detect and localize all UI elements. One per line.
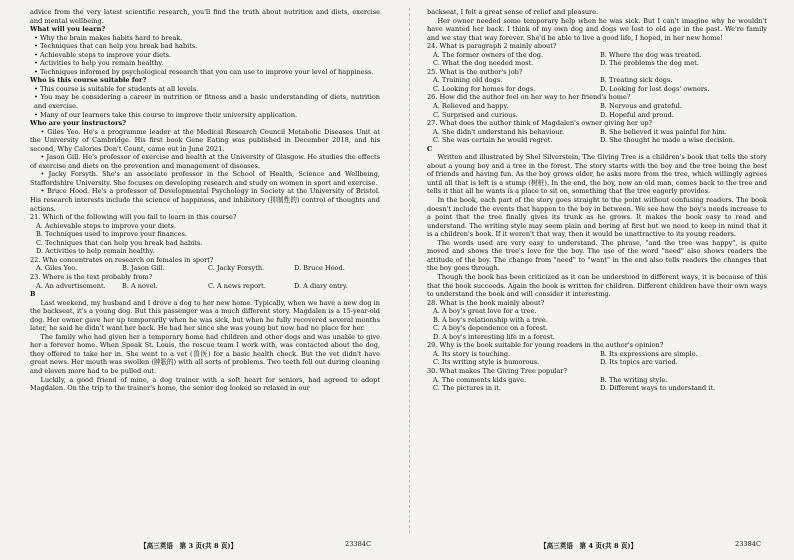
instructor-bruce: • Bruce Hood. He's a professor of Developmental Psychology in Society at the University of Bristol. His research interests include the science of happiness, and inhibitory (抑制性的) control of thoughts and actions. [30, 187, 380, 213]
options-row [427, 128, 767, 137]
options-row [427, 136, 767, 145]
option: C. Looking for homes for dogs. [433, 84, 536, 93]
option: A. She didn't understand his behaviour. [433, 127, 565, 136]
page-footer-right: 【高三英语 第 4 页(共 8 页)】 [540, 542, 638, 550]
passage-b-paragraph: Luckily, a good friend of mine, a dog trainer with a soft heart for seniors, had agreed to adopt Magdalen. On the trip to the trainer's home, the senior dog looked so relaxed in our [30, 375, 380, 393]
section-c-heading: C [427, 144, 433, 153]
options-row [30, 264, 380, 273]
option: B. Its expressions are simple. [600, 349, 698, 358]
option: D. Looking for lost dogs' owners. [600, 84, 710, 93]
options-row [427, 85, 767, 94]
option: B. Jason Gill. [122, 264, 165, 273]
question-28: 28. What is the book mainly about? [427, 298, 545, 307]
suitable-item: • You may be considering a career in nutrition or fitness and a basic understanding of diets, nutrition and exercise. [34, 93, 380, 111]
option: C. Its writing style is humorous. [433, 358, 540, 367]
option: A. Relieved and happy. [433, 102, 509, 111]
options-row [30, 282, 380, 291]
option: D. Bruce Hood. [294, 264, 345, 273]
option: B. The writing style. [600, 375, 668, 384]
question-30: 30. What makes The Giving Tree popular? [427, 366, 568, 375]
option: B. She believed it was painful for him. [600, 127, 727, 136]
learn-item: • Why the brain makes habits hard to break. [34, 33, 183, 42]
intro-paragraph: advice from the very latest scientific research, you'll find the truth about nutrition and diets, exercise and mental wellbeing. [30, 8, 380, 25]
option: C. A news report. [208, 281, 266, 290]
option: C. The pictures in it. [433, 384, 501, 393]
option: C. A boy's dependence on a forest. [433, 324, 548, 333]
left-column [30, 8, 380, 393]
option: C. Surprised and curious. [433, 110, 518, 119]
instructor-giles: • Giles Yeo. He's a programme leader at the Medical Research Council Metabolic Diseases Unit at the University of Cambridge. His first book Gene Eating was published in December 2018, and his second, Why Calories Don't Count, came out in June 2021. [30, 127, 380, 153]
options-row [427, 76, 767, 85]
page-footer-left: 【高三英语 第 3 页(共 8 页)】 [140, 542, 238, 550]
question-25: 25. What is the author's job? [427, 67, 523, 76]
options-row [427, 350, 767, 359]
option: D. A boy's interesting life in a forest. [433, 332, 555, 341]
option: D. Its topics are varied. [600, 358, 678, 367]
learn-item: • Achievable steps to improve your diets. [34, 50, 172, 59]
question-29: 29. Why is the book suitable for young readers in the author's opinion? [427, 341, 664, 350]
option: A. The former owners of the dog. [433, 50, 544, 59]
suitable-item: • Many of our learners take this course to improve their university application. [34, 110, 298, 119]
passage-b-paragraph: Last weekend, my husband and I drove a dog to her new home. Typically, when we have a new dog in the backseat, it's a young dog. But this passenger was a much different story. Magdalen is a 15-year-old dog. Her owner gave her up temporarily when he was sick, but when he fully recovered several months later, he said he didn't want her back. He had her since she was young but now had no place for her. [30, 298, 380, 333]
page-code-left: 23384C [345, 540, 372, 548]
option: D. Different ways to understand it. [600, 384, 716, 393]
option: C. What the dog needed most. [433, 59, 534, 68]
options-row [427, 358, 767, 367]
learn-item: • Activities to help you remain healthy. [34, 59, 164, 68]
instructor-jason: • Jason Gill. He's professor of exercise and health at the University of Glasgow. He studies the effects of exercise and diets on the prevention and management of diseases. [30, 153, 380, 170]
options-row [427, 384, 767, 393]
options-row [427, 111, 767, 120]
option: C. She was certain he would regret. [433, 136, 553, 145]
option: C. Jacky Forsyth. [208, 264, 265, 273]
option: B. A novel. [122, 281, 158, 290]
option: A. Its story is touching. [433, 349, 511, 358]
learn-item: • Techniques informed by psychological research that you can use to improve your level of happiness. [34, 67, 374, 76]
option: B. A boy's relationship with a tree. [433, 315, 548, 324]
learn-heading: What will you learn? [30, 25, 106, 34]
passage-b-paragraph: backseat, I felt a great sense of relief and pleasure. [427, 8, 599, 16]
option: D. Hopeful and proud. [600, 110, 674, 119]
option: A. Training old dogs. [433, 76, 503, 85]
right-column [427, 8, 767, 393]
passage-c-paragraph: The words used are very easy to understand. The phrase, "and the tree was happy", is quite moved and shows the tree's love for the boy. The use of the word "need" also shows readers the attitude of the boy. The change from "need" to "want" in the end also tells readers the changes that the boy goes through. [427, 238, 767, 273]
passage-c-paragraph: Written and illustrated by Shel Silverstein, The Giving Tree is a children's book that tells the story about a young boy and a tree in the forest. The story starts with the boy and the tree being the best of friends and having fun. As the boy grows older, he asks more from the tree, which willingly agrees until all that is left is a stump (树桩). In the end, the boy, now an old man, comes back to the tree and tells it that all he wants is a place to sit on, something that the tree eagerly provides. [427, 153, 767, 196]
passage-b-paragraph: Her owner needed some temporary help when he was sick. But I can't imagine why he wouldn't have wanted her back. I think of my own dog and dogs we lost to old age in the past. We're family and we stay that way forever. She'd be able to live a good life, I hoped, in her new home! [427, 16, 767, 42]
passage-c-paragraph: In the book, each part of the story goes straight to the point without confusing readers. The book doesn't include the events that happen to the boy in between. We see how the boy's needs increase to a point that the tree finally gives its trunk as he grows. It makes the book easy to read and understand. The writing style may seem plain and boring at first but we need to keep in mind that it is a children's book. If it weren't that way, then it would be unattractive to its young readers. [427, 196, 767, 239]
option: A. A boy's great love for a tree. [433, 307, 537, 316]
option: B. Treating sick dogs. [600, 76, 673, 85]
suitable-item: • This course is suitable for students at all levels. [34, 84, 199, 93]
instructors-heading: Who are your instructors? [30, 119, 127, 128]
options-row [427, 51, 767, 60]
option: A. An advertisement. [36, 281, 106, 290]
option: D. Activities to help remain healthy. [36, 247, 155, 256]
option: A. The comments kids gave. [433, 375, 527, 384]
question-21: 21. Which of the following will you fail to learn in this course? [30, 213, 237, 222]
question-26: 26. How did the author feel on her way to her friend's home? [427, 93, 631, 102]
options-row [427, 376, 767, 385]
question-24: 24. What is paragraph 2 mainly about? [427, 42, 557, 51]
options-row [427, 59, 767, 68]
passage-b-paragraph: The family who had given her a temporary home had children and other dogs and was unable to give her a forever home. When Speak St. Louis, the rescue team I work with, was contacted about the dog, they offered to take her in. She went to a vet (兽医) for a basic health check. But the vet didn't have great news. Her mouth was swollen (肿胀的) with all sorts of problems. Two teeth fell out during cleaning and eleven more had to be pulled out. [30, 332, 380, 375]
option: D. She thought he made a wise decision. [600, 136, 735, 145]
option: D. The problems the dog met. [600, 59, 699, 68]
section-b-heading: B [30, 290, 36, 299]
page-code-right: 23384C [735, 540, 762, 548]
option: C. Techniques that can help you break bad habits. [36, 238, 203, 247]
instructor-jacky: • Jacky Forsyth. She's an associate professor in the School of Health, Science and Wellbeing, Staffordshire University. She focuses on developing research and study on women in sport and exercise. [30, 170, 380, 187]
learn-item: • Techniques that can help you break bad habits. [34, 42, 198, 51]
option: B. Where the dog was treated. [600, 50, 702, 59]
suitable-heading: Who is this course suitable for? [30, 76, 147, 85]
option: D. A diary entry. [294, 281, 348, 290]
passage-c-paragraph: Though the book has been criticized as it can be understood in different ways, it is because of this that the book succeeds. Again the book is written for children. Different children have their own ways to understand the book and will consider it interesting. [427, 272, 767, 299]
question-22: 22. Who concentrates on research on females in sport? [30, 255, 214, 264]
option: B. Nervous and grateful. [600, 102, 682, 111]
option: A. Achievable steps to improve your diets. [36, 221, 176, 230]
question-27: 27. What does the author think of Magdalen's owner giving her up? [427, 119, 653, 128]
question-23: 23. Where is the text probably from? [30, 272, 153, 281]
column-divider [409, 8, 410, 533]
option: B. Techniques used to improve your finances. [36, 230, 187, 239]
option: A. Giles Yeo. [36, 264, 78, 273]
options-row [427, 102, 767, 111]
